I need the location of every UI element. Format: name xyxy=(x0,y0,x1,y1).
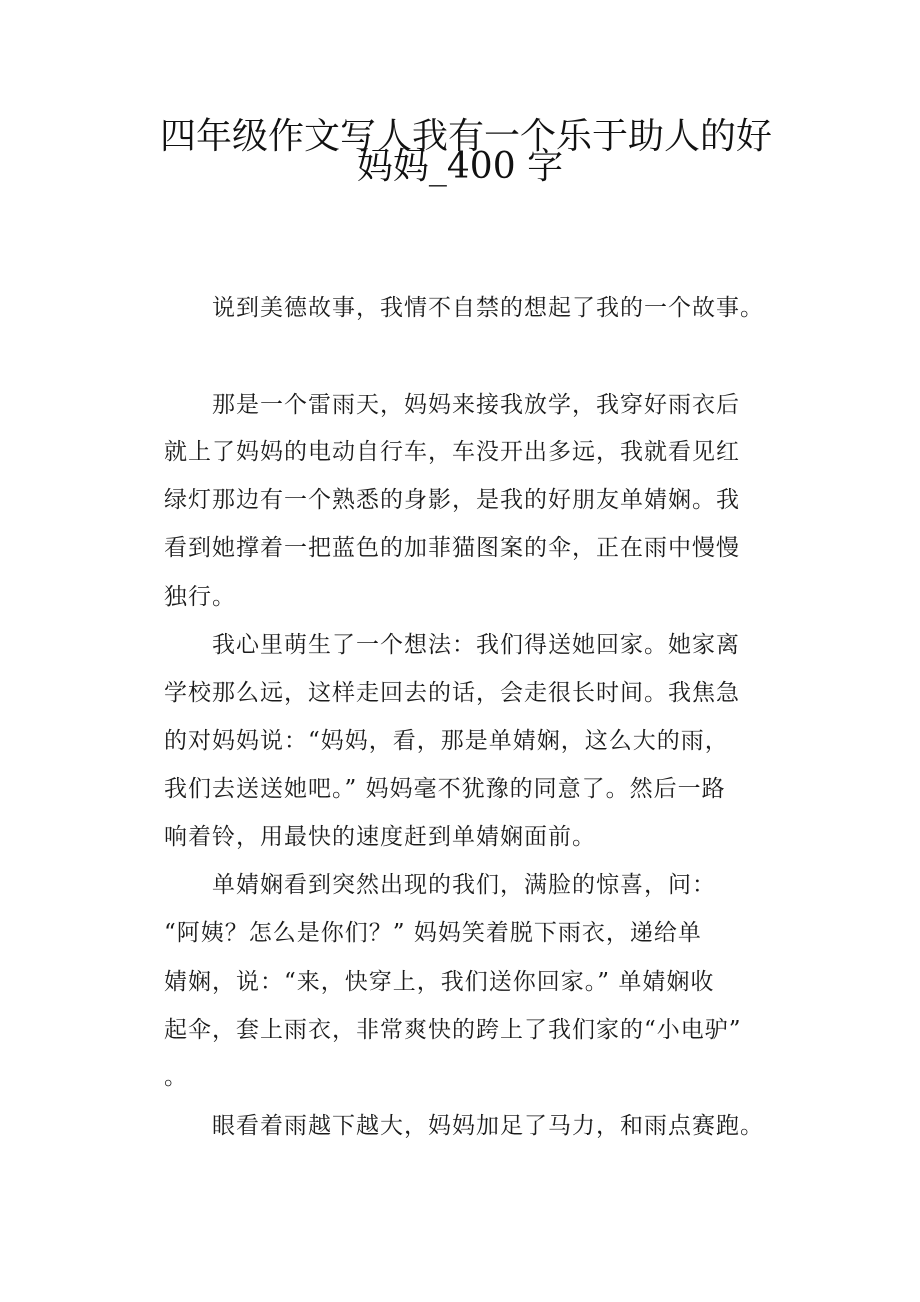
paragraph-2-line-3: 绿灯那边有一个熟悉的身影，是我的好朋友单婧娴。我 xyxy=(164,487,740,513)
paragraph-2-line-4: 看到她撑着一把蓝色的加菲猫图案的伞，正在雨中慢慢 xyxy=(164,535,740,561)
paragraph-3-line-2: 学校那么远，这样走回去的话，会走很长时间。我焦急 xyxy=(164,680,740,706)
paragraph-3-line-5: 响着铃，用最快的速度赶到单婧娴面前。 xyxy=(164,824,596,850)
paragraph-3-line-4: 我们去送送她吧。” 妈妈毫不犹豫的同意了。然后一路 xyxy=(164,776,726,802)
paragraph-1-line-1: 说到美德故事，我情不自禁的想起了我的一个故事。 xyxy=(212,295,764,321)
title-line-1: 四年级作文写人我有一个乐于助人的好 xyxy=(160,116,773,157)
paragraph-2-line-1: 那是一个雷雨天，妈妈来接我放学，我穿好雨衣后 xyxy=(212,392,740,418)
title-line-2: 妈妈_400 字 xyxy=(356,146,564,187)
paragraph-3-line-3: 的对妈妈说：“妈妈，看，那是单婧娴，这么大的雨， xyxy=(164,728,729,754)
paragraph-4-line-2: “阿姨？怎么是你们？” 妈妈笑着脱下雨衣，递给单 xyxy=(164,920,702,946)
paragraph-3-line-1: 我心里萌生了一个想法：我们得送她回家。她家离 xyxy=(212,632,740,658)
paragraph-4-line-4: 起伞，套上雨衣，非常爽快的跨上了我们家的“小电驴” xyxy=(164,1017,742,1043)
paragraph-4-line-5: 。 xyxy=(164,1064,188,1090)
paragraph-4-line-1: 单婧娴看到突然出现的我们，满脸的惊喜，问： xyxy=(212,872,716,898)
paragraph-2-line-5: 独行。 xyxy=(164,584,236,610)
paragraph-5-line-1: 眼看着雨越下越大，妈妈加足了马力，和雨点赛跑。 xyxy=(212,1113,764,1139)
paragraph-2-line-2: 就上了妈妈的电动自行车，车没开出多远，我就看见红 xyxy=(164,439,740,465)
paragraph-4-line-3: 婧娴，说：“来，快穿上，我们送你回家。” 单婧娴收 xyxy=(164,969,715,995)
document-title xyxy=(160,116,773,187)
